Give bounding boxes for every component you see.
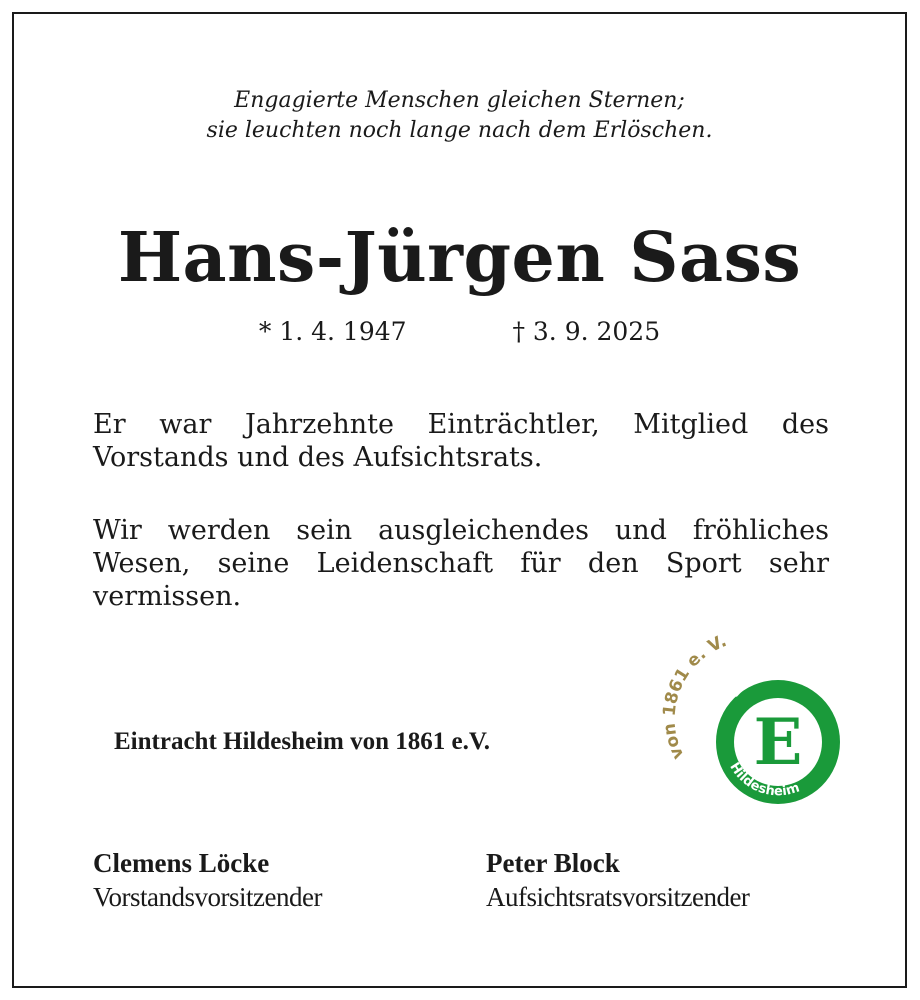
logo-text-top: Eintracht [725,663,813,701]
signatory-name: Clemens Löcke [93,848,270,878]
logo-text-bottom: Hildesheim [726,760,802,800]
birth-date: * 1. 4. 1947 [258,317,407,346]
paragraph-line: Er war Jahrzehnte Einträchtler, Mitglied des [93,409,829,440]
life-dates [14,316,905,348]
obituary-card [12,12,907,988]
deceased-name: Hans-Jürgen Sass [117,218,802,298]
tribute-paragraph-2 [93,514,829,613]
death-date: † 3. 9. 2025 [512,317,661,346]
logo-text-outer: von 1861 e. V. [659,631,730,763]
paragraph-line: Wesen, seine Leidenschaft für den Sport sehr [93,548,829,579]
tribute-paragraph-1 [93,408,829,474]
paragraph-line: Wir werden sein ausgleichendes und fröhliches [93,515,829,546]
quote-line-1: Engagierte Menschen gleichen Sternen; [234,88,685,113]
paragraph-line: Vorstands und des Aufsichtsrats. [93,442,543,473]
club-name: Eintracht Hildesheim von 1861 e.V. [114,728,490,755]
signatory-role: Aufsichtsratsvorsitzender [486,882,750,912]
quote-line-2: sie leuchten noch lange nach dem Erlöschen. [206,118,713,143]
signatory-role: Vorstandsvorsitzender [93,882,322,912]
signatory-2 [486,846,749,914]
signatory-name: Peter Block [486,848,620,878]
signatory-1 [93,846,322,914]
paragraph-line: vermissen. [93,581,242,612]
memorial-quote [14,86,905,146]
logo-letter: E [753,705,803,780]
club-logo [654,626,844,816]
